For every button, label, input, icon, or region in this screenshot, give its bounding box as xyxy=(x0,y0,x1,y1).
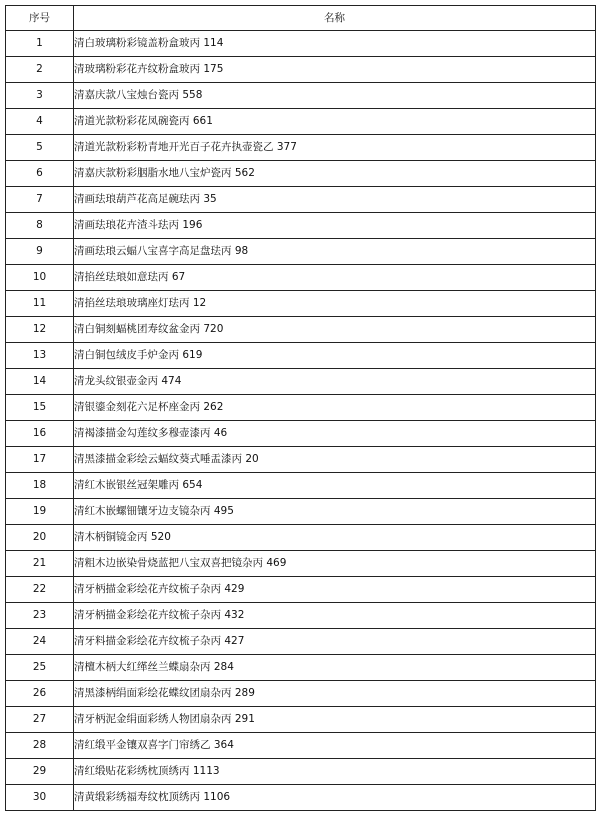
table-row xyxy=(6,187,596,213)
table-row xyxy=(6,551,596,577)
header-row xyxy=(6,6,596,31)
table-row xyxy=(6,447,596,473)
serial-number-cell: 20 xyxy=(6,525,74,551)
table-row xyxy=(6,499,596,525)
artifact-name-cell: 清木柄铜镜金丙 520 xyxy=(74,525,596,551)
artifact-name-cell: 清黑漆柄绢面彩绘花蝶纹团扇杂丙 289 xyxy=(74,681,596,707)
serial-number-cell: 3 xyxy=(6,83,74,109)
serial-number-cell: 2 xyxy=(6,57,74,83)
serial-number-cell: 30 xyxy=(6,785,74,811)
table-row xyxy=(6,135,596,161)
artifact-name-cell: 清画珐琅花卉渣斗珐丙 196 xyxy=(74,213,596,239)
serial-number-cell: 12 xyxy=(6,317,74,343)
artifact-name-cell: 清粗木边嵌染骨烧蓝把八宝双喜把镜杂丙 469 xyxy=(74,551,596,577)
artifact-name-cell: 清红木嵌银丝冠架雕丙 654 xyxy=(74,473,596,499)
artifact-name-cell: 清黄缎彩绣福寿纹枕顶绣丙 1106 xyxy=(74,785,596,811)
artifact-name-cell: 清白玻璃粉彩镜盖粉盒玻丙 114 xyxy=(74,31,596,57)
artifact-table xyxy=(5,5,596,811)
serial-number-cell: 15 xyxy=(6,395,74,421)
artifact-name-cell: 清牙料描金彩绘花卉纹梳子杂丙 427 xyxy=(74,629,596,655)
serial-number-cell: 11 xyxy=(6,291,74,317)
artifact-name-cell: 清牙柄描金彩绘花卉纹梳子杂丙 432 xyxy=(74,603,596,629)
artifact-name-cell: 清画珐琅云蝠八宝喜字高足盘珐丙 98 xyxy=(74,239,596,265)
artifact-name-cell: 清掐丝珐琅如意珐丙 67 xyxy=(74,265,596,291)
serial-number-cell: 28 xyxy=(6,733,74,759)
artifact-name-cell: 清红缎平金镶双喜字门帘绣乙 364 xyxy=(74,733,596,759)
artifact-name-cell: 清褐漆描金勾莲纹多穆壶漆丙 46 xyxy=(74,421,596,447)
table-row xyxy=(6,421,596,447)
artifact-name-cell: 清玻璃粉彩花卉纹粉盒玻丙 175 xyxy=(74,57,596,83)
table-row xyxy=(6,109,596,135)
table-row xyxy=(6,473,596,499)
table-row xyxy=(6,629,596,655)
table-row xyxy=(6,239,596,265)
artifact-name-cell: 清黑漆描金彩绘云蝠纹葵式唾盂漆丙 20 xyxy=(74,447,596,473)
artifact-name-cell: 清白铜刻蝠桃团寿纹盆金丙 720 xyxy=(74,317,596,343)
artifact-name-cell: 清嘉庆款八宝烛台瓷丙 558 xyxy=(74,83,596,109)
table-row xyxy=(6,265,596,291)
table-row xyxy=(6,31,596,57)
header-serial-number: 序号 xyxy=(6,6,74,31)
table-row xyxy=(6,395,596,421)
artifact-name-cell: 清银鎏金刻花六足杯座金丙 262 xyxy=(74,395,596,421)
artifact-name-cell: 清红木嵌螺钿镶牙边支镜杂丙 495 xyxy=(74,499,596,525)
serial-number-cell: 25 xyxy=(6,655,74,681)
artifact-name-cell: 清白铜包绒皮手炉金丙 619 xyxy=(74,343,596,369)
table-row xyxy=(6,213,596,239)
serial-number-cell: 22 xyxy=(6,577,74,603)
artifact-name-cell: 清画珐琅葫芦花高足碗珐丙 35 xyxy=(74,187,596,213)
artifact-name-cell: 清龙头纹银壶金丙 474 xyxy=(74,369,596,395)
artifact-name-cell: 清檀木柄大红缂丝兰蝶扇杂丙 284 xyxy=(74,655,596,681)
artifact-name-cell: 清牙柄描金彩绘花卉纹梳子杂丙 429 xyxy=(74,577,596,603)
artifact-name-cell: 清道光款粉彩花凤碗瓷丙 661 xyxy=(74,109,596,135)
serial-number-cell: 10 xyxy=(6,265,74,291)
serial-number-cell: 8 xyxy=(6,213,74,239)
table-row xyxy=(6,785,596,811)
serial-number-cell: 1 xyxy=(6,31,74,57)
table-row xyxy=(6,83,596,109)
table-row xyxy=(6,525,596,551)
table-row xyxy=(6,655,596,681)
serial-number-cell: 13 xyxy=(6,343,74,369)
table-row xyxy=(6,343,596,369)
serial-number-cell: 9 xyxy=(6,239,74,265)
table-row xyxy=(6,317,596,343)
serial-number-cell: 26 xyxy=(6,681,74,707)
table-row xyxy=(6,707,596,733)
serial-number-cell: 21 xyxy=(6,551,74,577)
artifact-name-cell: 清红缎贴花彩绣枕顶绣丙 1113 xyxy=(74,759,596,785)
serial-number-cell: 7 xyxy=(6,187,74,213)
serial-number-cell: 19 xyxy=(6,499,74,525)
serial-number-cell: 6 xyxy=(6,161,74,187)
serial-number-cell: 4 xyxy=(6,109,74,135)
table-row xyxy=(6,369,596,395)
serial-number-cell: 29 xyxy=(6,759,74,785)
artifact-name-cell: 清嘉庆款粉彩胭脂水地八宝炉瓷丙 562 xyxy=(74,161,596,187)
serial-number-cell: 5 xyxy=(6,135,74,161)
table-row xyxy=(6,577,596,603)
artifact-name-cell: 清牙柄泥金绢面彩绣人物团扇杂丙 291 xyxy=(74,707,596,733)
table-row xyxy=(6,291,596,317)
table-row xyxy=(6,161,596,187)
serial-number-cell: 18 xyxy=(6,473,74,499)
artifact-name-cell: 清道光款粉彩粉青地开光百子花卉执壶瓷乙 377 xyxy=(74,135,596,161)
serial-number-cell: 16 xyxy=(6,421,74,447)
table-row xyxy=(6,733,596,759)
table-row xyxy=(6,603,596,629)
table-row xyxy=(6,759,596,785)
table-row xyxy=(6,57,596,83)
serial-number-cell: 27 xyxy=(6,707,74,733)
artifact-name-cell: 清掐丝珐琅玻璃座灯珐丙 12 xyxy=(74,291,596,317)
serial-number-cell: 23 xyxy=(6,603,74,629)
serial-number-cell: 14 xyxy=(6,369,74,395)
serial-number-cell: 24 xyxy=(6,629,74,655)
table-row xyxy=(6,681,596,707)
header-name: 名称 xyxy=(74,6,596,31)
serial-number-cell: 17 xyxy=(6,447,74,473)
